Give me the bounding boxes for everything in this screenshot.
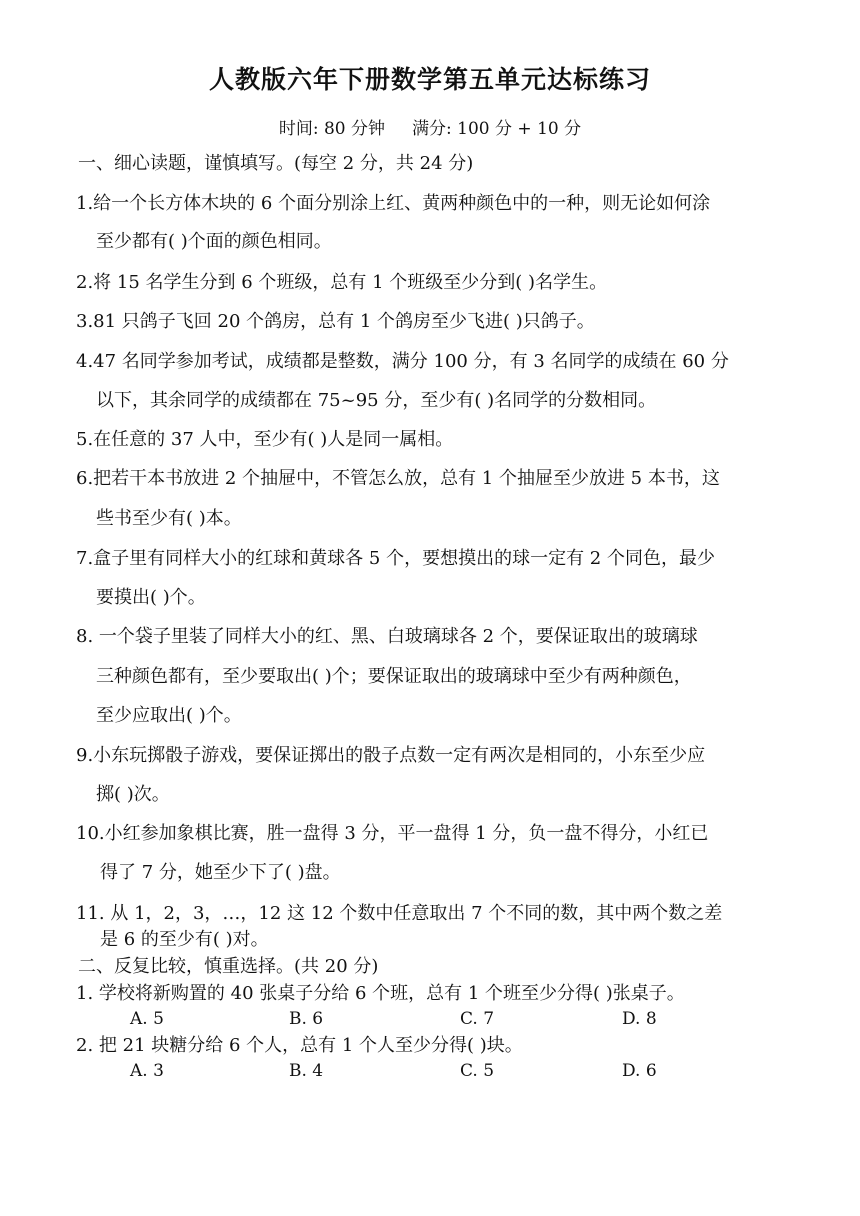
exam-info: 时间: 80 分钟 满分: 100 分 + 10 分: [278, 119, 582, 139]
question-8-line-2: 三种颜色都有，至少要取出( )个；要保证取出的玻璃球中至少有两种颜色，: [96, 666, 692, 687]
question-5-line-1: 5.在任意的 37 人中，至少有( )人是同一属相。: [76, 429, 454, 450]
question-8-line-1: 8. 一个袋子里装了同样大小的红、黑、白玻璃球各 2 个，要保证取出的玻璃球: [76, 626, 698, 647]
question-6-line-1: 6.把若干本书放进 2 个抽屉中，不管怎么放，总有 1 个抽屉至少放进 5 本书，这: [76, 468, 720, 489]
question-10-line-1: 10.小红参加象棋比赛，胜一盘得 3 分，平一盘得 1 分，负一盘不得分，小红已: [76, 823, 709, 844]
section-2-heading: 二、反复比较，慎重选择。(共 20 分): [78, 956, 379, 977]
question-4-line-1: 4.47 名同学参加考试，成绩都是整数，满分 100 分，有 3 名同学的成绩在 60 分: [76, 351, 729, 372]
question-4-line-2: 以下，其余同学的成绩都在 75~95 分，至少有( )名同学的分数相同。: [96, 390, 657, 411]
choice-1-option-d: D. 8: [622, 1009, 657, 1029]
question-7-line-1: 7.盒子里有同样大小的红球和黄球各 5 个，要想摸出的球一定有 2 个同色，最少: [76, 548, 715, 569]
question-7-line-2: 要摸出( )个。: [96, 587, 206, 608]
choice-1-option-b: B. 6: [289, 1009, 324, 1029]
choice-question-1: 1. 学校将新购置的 40 张桌子分给 6 个班，总有 1 个班至少分得( )张桌子。: [76, 983, 685, 1004]
question-2-line-1: 2.将 15 名学生分到 6 个班级，总有 1 个班级至少分到( )名学生。: [76, 272, 608, 293]
question-3-line-1: 3.81 只鸽子飞回 20 个鸽房，总有 1 个鸽房至少飞进( )只鸽子。: [76, 311, 595, 332]
question-1-line-2: 至少都有( )个面的颜色相同。: [96, 231, 332, 252]
choice-question-2: 2. 把 21 块糖分给 6 个人，总有 1 个人至少分得( )块。: [76, 1035, 523, 1056]
choice-2-option-c: C. 5: [460, 1061, 495, 1081]
choice-1-option-c: C. 7: [460, 1009, 495, 1029]
choice-1-option-a: A. 5: [130, 1009, 164, 1029]
question-1-line-1: 1.给一个长方体木块的 6 个面分别涂上红、黄两种颜色中的一种，则无论如何涂: [76, 193, 711, 214]
question-10-line-2: 得了 7 分，她至少下了( )盘。: [100, 862, 341, 883]
question-8-line-3: 至少应取出( )个。: [96, 705, 242, 726]
question-11-line-2: 是 6 的至少有( )对。: [100, 929, 269, 950]
question-11-line-1: 11. 从 1，2，3，…，12 这 12 个数中任意取出 7 个不同的数，其中两个数之差: [76, 903, 723, 924]
section-1-heading: 一、细心读题，谨慎填写。(每空 2 分，共 24 分): [78, 153, 474, 174]
choice-2-option-a: A. 3: [130, 1061, 164, 1081]
choice-2-option-d: D. 6: [622, 1061, 657, 1081]
question-9-line-2: 掷( )次。: [96, 784, 170, 805]
question-6-line-2: 些书至少有( )本。: [96, 508, 242, 529]
choice-2-option-b: B. 4: [289, 1061, 324, 1081]
question-9-line-1: 9.小东玩掷骰子游戏，要保证掷出的骰子点数一定有两次是相同的，小东至少应: [76, 745, 706, 766]
page-title: 人教版六年下册数学第五单元达标练习: [208, 65, 651, 94]
